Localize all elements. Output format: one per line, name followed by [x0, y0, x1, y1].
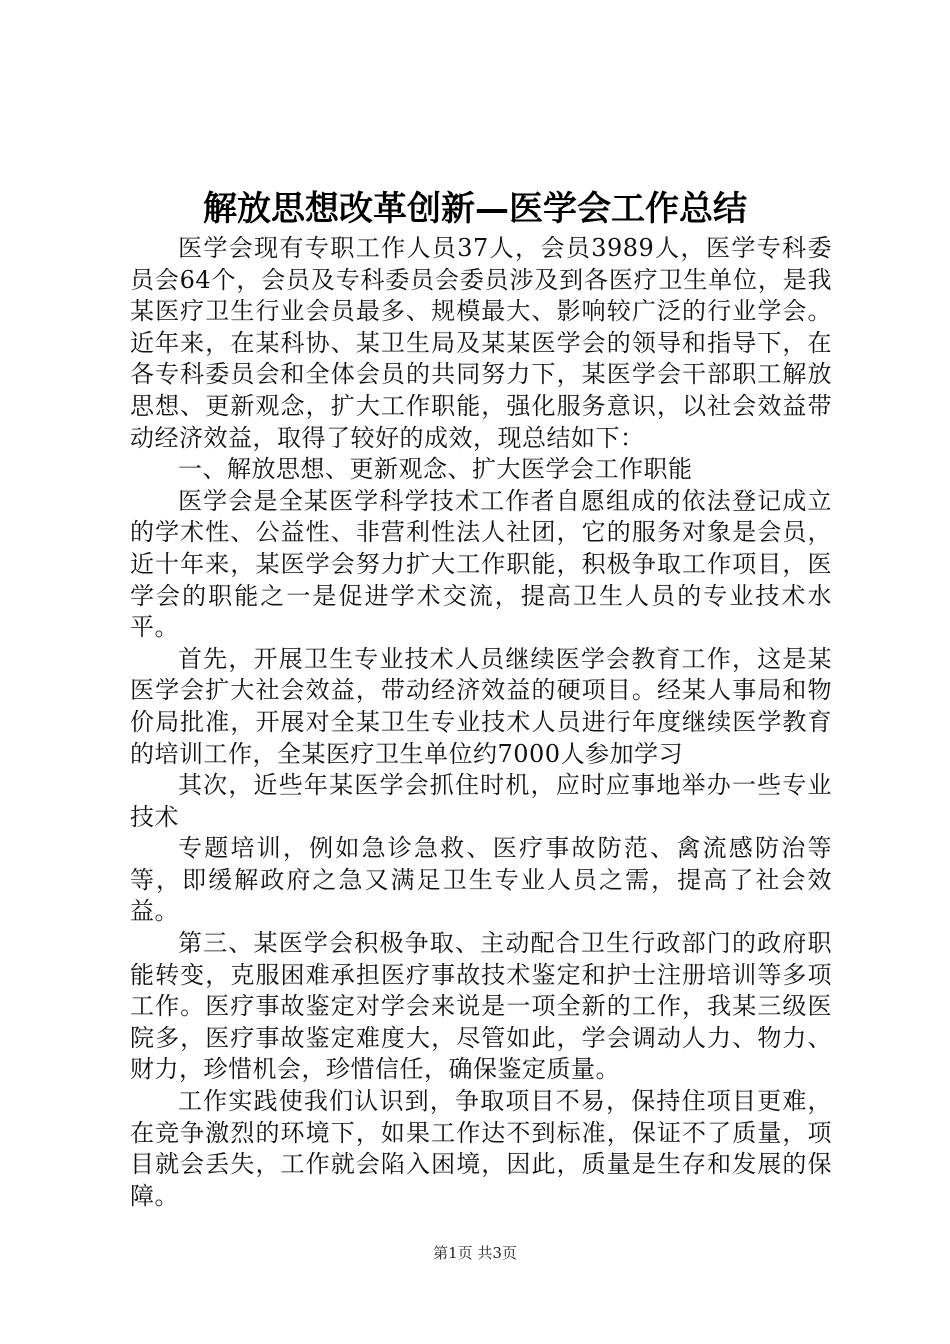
paragraph-third: 第三、某医学会积极争取、主动配合卫生行政部门的政府职能转变，克服困难承担医疗事故技术鉴定和护士注册培训等多项工作。医疗事故鉴定对学会来说是一项全新的工作，我某三级医院多，医疗事故鉴定难度大，尽管如此，学会调动人力、物力、财力，珍惜机会，珍惜信任，确保鉴定质量。 [130, 929, 832, 1084]
document-title: 解放思想改革创新—医学会工作总结 [203, 189, 747, 229]
paragraph-special-training: 专题培训，例如急诊急救、医疗事故防范、禽流感防治等等，即缓解政府之急又满足卫生专业人员之需，提高了社会效益。 [130, 834, 832, 926]
paragraph-medical-association: 医学会是全某医学科学技术工作者自愿组成的依法登记成立的学术性、公益性、非营利性法人社团，它的服务对象是会员，近十年来，某医学会努力扩大工作职能，积极争取工作项目，医学会的职能之一是促进学术交流，提高卫生人员的专业技术水平。 [130, 486, 832, 642]
paragraph-first: 首先，开展卫生专业技术人员继续医学会教育工作，这是某医学会扩大社会效益，带动经济效益的硬项目。经某人事局和物价局批准，开展对全某卫生专业技术人员进行年度继续医学教育的培训工作，全某医疗卫生单位约7000人参加学习 [130, 644, 832, 768]
paragraph-intro: 医学会现有专职工作人员37人，会员3989人，医学专科委员会64个，会员及专科委员会委员涉及到各医疗卫生单位，是我某医疗卫生行业会员最多、规模最大、影响较广泛的行业学会。近年来，在某科协、某卫生局及某某医学会的领导和指导下，在各专科委员会和全体会员的共同努力下，某医学会干部职工解放思想、更新观念，扩大工作职能，强化服务意识，以社会效益带动经济效益，取得了较好的成效，现总结如下： [130, 234, 832, 452]
section-heading-1: 一、解放思想、更新观念、扩大医学会工作职能 [178, 455, 693, 484]
page-footer: 第1页 共3页 [433, 1244, 517, 1262]
document-body [130, 233, 832, 1212]
paragraph-second: 其次，近些年某医学会抓住时机，应时应事地举办一些专业技术 [130, 771, 832, 831]
paragraph-conclusion: 工作实践使我们认识到，争取项目不易，保持住项目更难，在竞争激烈的环境下，如果工作达不到标准，保证不了质量，项目就会丢失，工作就会陷入困境，因此，质量是生存和发展的保障。 [130, 1087, 832, 1210]
